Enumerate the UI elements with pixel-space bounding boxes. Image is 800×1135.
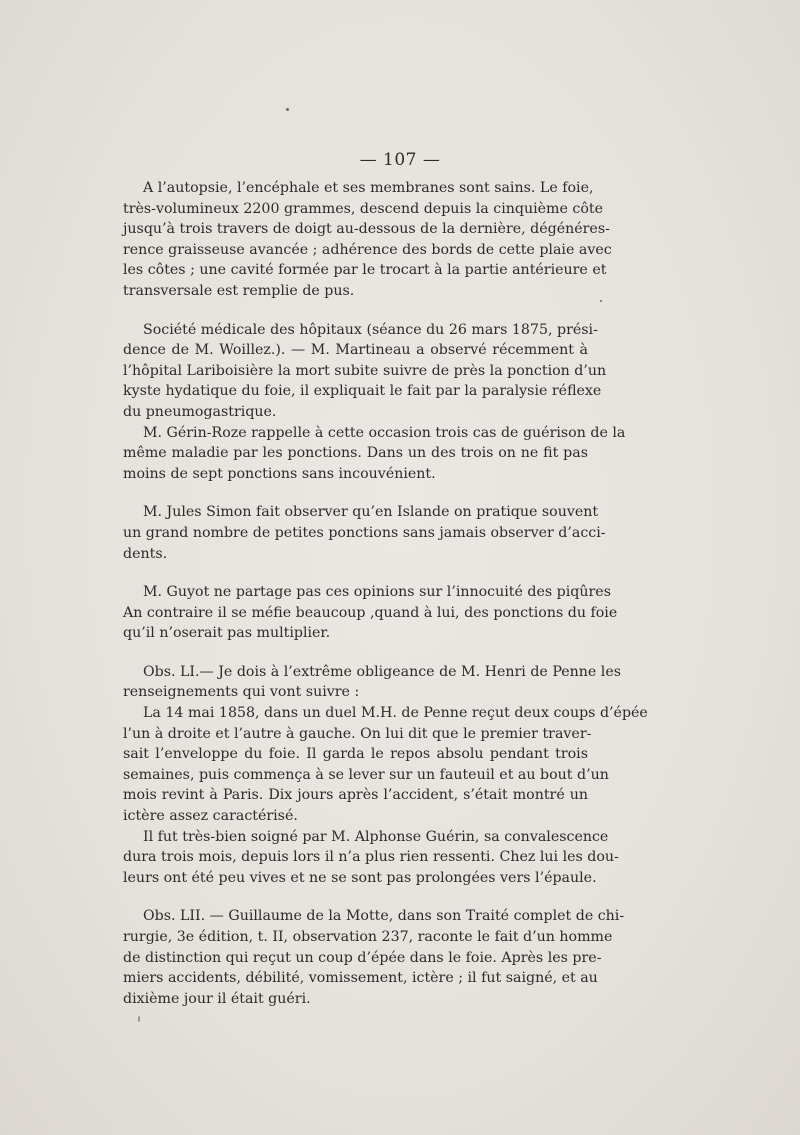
paper-speck bbox=[286, 108, 289, 111]
paragraph-obs-lii bbox=[123, 906, 625, 1009]
text-line: très-volumineux 2200 grammes, descend depuis la cinquième côte bbox=[123, 200, 603, 217]
text-line: M. Gérin-Roze rappelle à cette occasion trois cas de guérison de la bbox=[143, 424, 626, 441]
text-line: A l’autopsie, l’encéphale et ses membranes sont sains. Le foie, bbox=[143, 180, 594, 196]
text-line: Obs. LI.— Je dois à l’extrême obligeance de M. Henri de Penne les bbox=[143, 663, 622, 680]
text-line: les côtes ; une cavité formée par le trocart à la partie antérieure et bbox=[123, 262, 607, 279]
text-line: jusqu’à trois travers de doigt au-dessous de la dernière, dégénéres- bbox=[123, 221, 610, 238]
text-line: moins de sept ponctions sans incouvénient. bbox=[123, 465, 436, 482]
paragraph-autopsy bbox=[123, 178, 612, 302]
text-line: sait l’enveloppe du foie. Il garda le repos absolu pendant trois bbox=[123, 746, 588, 763]
text-line: transversale est remplie de pus. bbox=[123, 282, 355, 299]
body-text bbox=[123, 178, 648, 1009]
paragraph-societe-medicale bbox=[123, 320, 607, 423]
text-line: miers accidents, débilité, vomissement, ictère ; il fut saigné, et au bbox=[123, 970, 598, 987]
text-line: mois revint à Paris. Dix jours après l’accident, s’était montré un bbox=[123, 787, 588, 804]
text-line: Il fut très-bien soigné par M. Alphonse Guérin, sa convalescence bbox=[143, 828, 609, 845]
text-line: An contraire il se méfie beaucoup ,quand à lui, des ponctions du foie bbox=[123, 604, 618, 621]
text-line: l’hôpital Lariboisière la mort subite suivre de près la ponction d’un bbox=[123, 362, 607, 379]
paragraph-jules-simon bbox=[123, 502, 606, 564]
text-line: de distinction qui reçut un coup d’épée dans le foie. Après les pre- bbox=[123, 949, 602, 966]
text-line: M. Guyot ne partage pas ces opinions sur l’innocuité des piqûres bbox=[143, 584, 611, 601]
text-line: semaines, puis commença à se lever sur un fauteuil et au bout d’un bbox=[123, 766, 609, 783]
text-line: kyste hydatique du foie, il expliquait le fait par la paralysie réflexe bbox=[123, 383, 602, 400]
text-line: La 14 mai 1858, dans un duel M.H. de Penne reçut deux coups d’épée bbox=[143, 705, 648, 722]
paragraph-obs-li bbox=[123, 662, 622, 703]
text-line: Obs. LII. — Guillaume de la Motte, dans son Traité complet de chi- bbox=[143, 908, 625, 925]
text-line: ictère assez caractérisé. bbox=[123, 808, 298, 825]
page-number: — 107 — bbox=[359, 150, 441, 170]
text-line: renseignements qui vont suivre : bbox=[123, 684, 360, 701]
text-line: dence de M. Woillez.). — M. Martineau a observé récemment à bbox=[123, 342, 588, 359]
text-line: qu’il n’oserait pas multiplier. bbox=[123, 625, 331, 642]
text-line: rence graisseuse avancée ; adhérence des bords de cette plaie avec bbox=[123, 241, 612, 258]
text-line: leurs ont été peu vives et ne se sont pas prolongées vers l’épaule. bbox=[123, 869, 597, 886]
paragraph-duel bbox=[123, 703, 648, 827]
text-line: M. Jules Simon fait observer qu’en Islande on pratique souvent bbox=[143, 504, 599, 521]
text-line: rurgie, 3e édition, t. II, observation 237, raconte le fait d’un homme bbox=[123, 929, 613, 945]
paper-speck bbox=[600, 300, 602, 302]
text-line: Société médicale des hôpitaux (séance du 26 mars 1875, prési- bbox=[143, 321, 598, 338]
text-line: du pneumogastrique. bbox=[123, 403, 277, 420]
paragraph-guyot bbox=[123, 582, 618, 644]
paper-speck bbox=[138, 1016, 140, 1022]
text-line: l’un à droite et l’autre à gauche. On lui dit que le premier traver- bbox=[123, 725, 592, 742]
paragraph-guerin bbox=[123, 827, 619, 889]
paragraph-gerin-roze bbox=[123, 423, 626, 485]
text-line: dura trois mois, depuis lors il n’a plus rien ressenti. Chez lui les dou- bbox=[123, 849, 619, 866]
text-line: dents. bbox=[123, 545, 168, 562]
text-line: même maladie par les ponctions. Dans un des trois on ne fit pas bbox=[123, 445, 588, 462]
text-line: dixième jour il était guéri. bbox=[123, 990, 311, 1007]
text-line: un grand nombre de petites ponctions sans jamais observer d’acci- bbox=[123, 524, 606, 541]
